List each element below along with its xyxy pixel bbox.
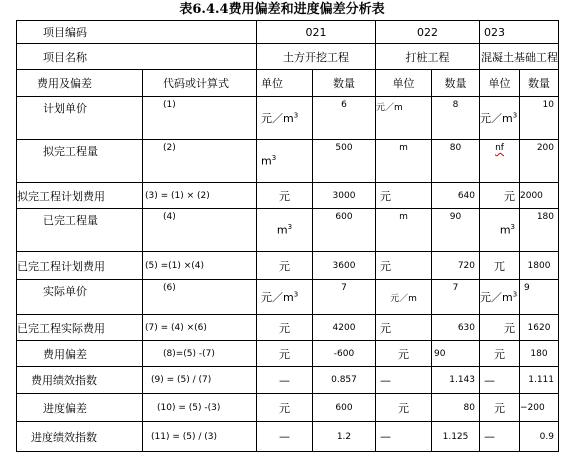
unit-cell: 元 — [376, 341, 432, 367]
unit-cell: 元 — [480, 341, 520, 367]
row-formula: (2) — [143, 140, 257, 183]
unit-cell: nf — [480, 140, 520, 183]
unit-cell: — — [376, 422, 432, 452]
qty-cell: 90 — [432, 341, 480, 367]
row-formula: (7) = (4) ×(6) — [143, 315, 257, 341]
qty-cell: 90 — [432, 209, 480, 252]
unit-cell: 元 — [480, 394, 520, 422]
unit-cell: 元 — [480, 183, 520, 209]
qty-cell: 4200 — [313, 315, 376, 341]
table-row — [17, 97, 559, 140]
table-row — [17, 394, 559, 422]
qty-cell: 1800 — [520, 252, 559, 280]
col-formula-header: 代码或计算式 — [143, 70, 257, 97]
qty-cell: 10 — [520, 97, 559, 140]
unit-cell: 元 — [257, 252, 313, 280]
unit-cell: $m^3$ — [257, 209, 313, 252]
code-022: 022 — [376, 21, 480, 44]
unit-cell: — — [480, 367, 520, 394]
qty-cell: 2000 — [520, 183, 559, 209]
row-name: 拟完工程量 — [17, 140, 143, 183]
row-name: 拟完工程计划费用 — [17, 183, 143, 209]
project-name-piling: 打桩工程 — [376, 44, 480, 70]
table-row — [17, 315, 559, 341]
row-name: 进度偏差 — [17, 394, 143, 422]
qty-cell: 7 — [432, 280, 480, 315]
row-name: 实际单价 — [17, 280, 143, 315]
row-formula: (1) — [143, 97, 257, 140]
project-name-earthwork: 土方开挖工程 — [257, 44, 376, 70]
code-023: 023 — [480, 21, 559, 44]
row-formula: (4) — [143, 209, 257, 252]
name-row — [17, 44, 559, 70]
table-row — [17, 252, 559, 280]
table-row — [17, 422, 559, 452]
unit-cell: — — [257, 422, 313, 452]
row-name: 费用偏差 — [17, 341, 143, 367]
qty-cell: 720 — [432, 252, 480, 280]
qty-cell: -600 — [313, 341, 376, 367]
cost-variance-table — [16, 20, 559, 452]
project-name-concrete: 混凝土基础工程 — [480, 44, 559, 70]
row-name: 已完工程实际费用 — [17, 315, 143, 341]
unit-cell: 元／m — [376, 280, 432, 315]
unit-cell: $m^3$ — [257, 140, 313, 183]
code-label: 项目编码 — [17, 21, 257, 44]
unit-cell: 元 — [257, 394, 313, 422]
qty-cell: 9 — [520, 280, 559, 315]
qty-cell: 0.857 — [313, 367, 376, 394]
unit-cell: 元／m — [376, 97, 432, 140]
table-row — [17, 209, 559, 252]
qty-cell: 1620 — [520, 315, 559, 341]
qty-cell: 180 — [520, 209, 559, 252]
qty-cell: 7 — [313, 280, 376, 315]
table-row — [17, 140, 559, 183]
unit-cell: 兀 — [480, 252, 520, 280]
qty-cell: 1.143 — [432, 367, 480, 394]
qty-cell: 8 — [432, 97, 480, 140]
qty-header-2: 数量 — [432, 70, 480, 97]
row-name: 已完工程计划费用 — [17, 252, 143, 280]
qty-cell: 80 — [432, 140, 480, 183]
qty-cell: 180 — [520, 341, 559, 367]
unit-cell: 元 — [480, 315, 520, 341]
row-formula: (11) = (5) / (3) — [143, 422, 257, 452]
unit-cell: 元$/m^3$ — [257, 97, 313, 140]
unit-cell: 元$/m^3$ — [480, 97, 520, 140]
row-name: 已完工程量 — [17, 209, 143, 252]
table-row — [17, 367, 559, 394]
qty-cell: 640 — [432, 183, 480, 209]
unit-cell: — — [257, 367, 313, 394]
qty-header-3: 数量 — [520, 70, 559, 97]
qty-cell: 6 — [313, 97, 376, 140]
unit-header-1: 单位 — [257, 70, 313, 97]
name-label: 项目名称 — [17, 44, 257, 70]
column-header-row — [17, 70, 559, 97]
unit-cell: 元 — [376, 183, 432, 209]
qty-cell: 500 — [313, 140, 376, 183]
unit-cell: m — [376, 209, 432, 252]
table-row — [17, 183, 559, 209]
code-021: 021 — [257, 21, 376, 44]
unit-cell: 元 — [257, 341, 313, 367]
unit-cell: 元$/m^3$ — [480, 280, 520, 315]
row-formula: (3) = (1) × (2) — [143, 183, 257, 209]
qty-cell: 600 — [313, 209, 376, 252]
unit-cell: 元 — [376, 394, 432, 422]
qty-cell: 630 — [432, 315, 480, 341]
row-formula: (5) =(1) ×(4) — [143, 252, 257, 280]
qty-cell: 80 — [432, 394, 480, 422]
unit-cell: — — [376, 367, 432, 394]
row-name: 计划单价 — [17, 97, 143, 140]
unit-cell: $m^3$ — [480, 209, 520, 252]
qty-cell: 600 — [313, 394, 376, 422]
row-formula: (6) — [143, 280, 257, 315]
unit-cell: 元 — [257, 183, 313, 209]
unit-header-3: 单位 — [480, 70, 520, 97]
qty-cell: 3600 — [313, 252, 376, 280]
code-row — [17, 21, 559, 44]
qty-cell: 1.2 — [313, 422, 376, 452]
qty-cell: 3000 — [313, 183, 376, 209]
unit-cell: m — [376, 140, 432, 183]
col-item-header: 费用及偏差 — [17, 70, 143, 97]
row-name: 费用绩效指数 — [17, 367, 143, 394]
qty-cell: 1.111 — [520, 367, 559, 394]
row-formula: (8)=(5) -(7) — [143, 341, 257, 367]
row-name: 进度绩效指数 — [17, 422, 143, 452]
row-formula: (10) = (5) -(3) — [143, 394, 257, 422]
qty-cell: −200 — [520, 394, 559, 422]
unit-cell: 元 — [257, 315, 313, 341]
unit-cell: 元 — [376, 252, 432, 280]
qty-cell: 0.9 — [520, 422, 559, 452]
table-title: 表6.4.4费用偏差和进度偏差分析表 — [179, 2, 385, 17]
unit-cell: 元 — [376, 315, 432, 341]
qty-cell: 200 — [520, 140, 559, 183]
unit-cell: — — [480, 422, 520, 452]
table-row — [17, 280, 559, 315]
unit-header-2: 单位 — [376, 70, 432, 97]
row-formula: (9) = (5) / (7) — [143, 367, 257, 394]
qty-cell: 1.125 — [432, 422, 480, 452]
unit-cell: 元$/m^3$ — [257, 280, 313, 315]
qty-header-1: 数量 — [313, 70, 376, 97]
table-row — [17, 341, 559, 367]
